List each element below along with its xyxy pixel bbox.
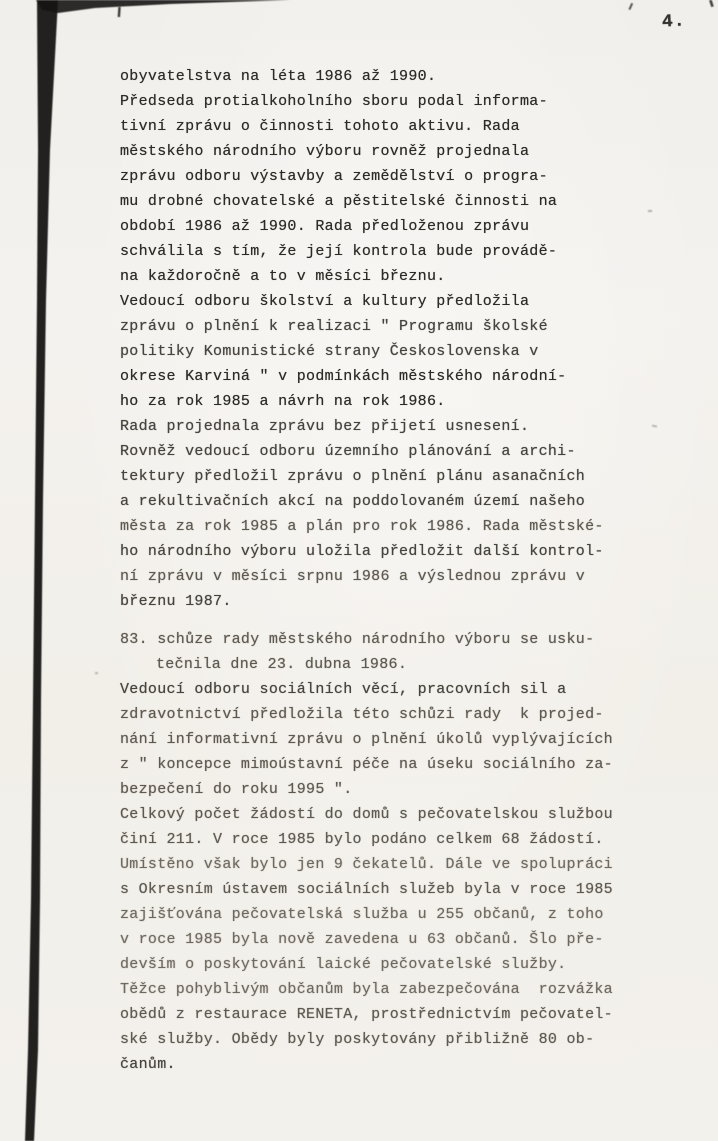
page-number: 4. xyxy=(661,11,687,33)
text-line: Rovněž vedoucí odboru územního plánování a archi- xyxy=(120,443,576,460)
top-edge-wedge xyxy=(36,0,290,13)
text-line: Vedoucí odboru sociálních věcí, pracovních sil a xyxy=(120,681,567,698)
text-line: březnu 1987. xyxy=(120,593,232,610)
text-line: zdravotnictví předložila této schůzi rady k projed- xyxy=(120,706,604,723)
text-line: politiky Komunistické strany Československa v xyxy=(120,343,539,360)
text-line: 83. schůze rady městského národního výboru se usku- xyxy=(120,631,595,648)
text-line: Předseda protialkoholního sboru podal informa- xyxy=(120,93,548,110)
text-line: ské služby. Obědy byly poskytovány přibližně 80 ob- xyxy=(120,1031,595,1048)
text-line: zprávu o plnění k realizaci " Programu školské xyxy=(120,318,548,335)
text-line: Umístěno však bylo jen 9 čekatelů. Dále ve spolupráci xyxy=(120,856,613,873)
text-line: města za rok 1985 a plán pro rok 1986. Rada městské- xyxy=(120,518,604,535)
text-line: okrese Karviná " v podmínkách městského národní- xyxy=(120,368,567,385)
text-line: devším o poskytování laické pečovatelské služby. xyxy=(120,956,567,973)
text-line: z " koncepce mimoústavní péče na úseku sociálního za- xyxy=(120,756,613,773)
text-line: ho za rok 1985 a návrh na rok 1986. xyxy=(120,393,446,410)
text-line: Rada projednala zprávu bez přijetí usnesení. xyxy=(120,418,530,435)
text-line: Těžce pohyblivým občanům byla zabezpečována rozvážka xyxy=(120,981,613,998)
text-line: zprávu odboru výstavby a zemědělství o progra- xyxy=(120,168,548,185)
text-line: čanům. xyxy=(120,1056,176,1073)
text-line: obědů z restaurace RENETA, prostřednictvím pečovatel- xyxy=(120,1006,613,1023)
text-line: v roce 1985 byla nově zavedena u 63 občanů. Šlo pře- xyxy=(120,931,604,948)
text-line: ho národního výboru uložila předložit další kontrol- xyxy=(120,543,604,560)
text-line: nání informativní zprávu o plnění úkolů vyplývajících xyxy=(120,731,613,748)
text-line: tektury předložil zprávu o plnění plánu asanačních xyxy=(120,468,586,485)
text-line: Vedoucí odboru školství a kultury předložila xyxy=(120,293,530,310)
text-line: na každoročně a to v měsíci březnu. xyxy=(120,268,446,285)
text-line: období 1986 až 1990. Rada předloženou zprávu xyxy=(120,218,530,235)
text-line: a rekultivačních akcí na poddolovaném území našeho xyxy=(120,493,586,510)
text-line: tivní zprávu o činnosti tohoto aktivu. Rada xyxy=(120,118,520,135)
text-line: Celkový počet žádostí do domů s pečovatelskou službou xyxy=(120,806,613,823)
text-line: městského národního výboru rovněž projednala xyxy=(120,143,530,160)
text-lines xyxy=(120,64,660,1077)
text-line: ní zprávu v měsíci srpnu 1986 a výslednou zprávu v xyxy=(120,568,586,585)
text-line: zajišťována pečovatelská služba u 255 občanů, z toho xyxy=(120,906,604,923)
text-line: činí 211. V roce 1985 bylo podáno celkem 68 žádostí. xyxy=(120,831,604,848)
text-line: bezpečení do roku 1995 ". xyxy=(120,781,353,798)
text-line: schválila s tím, že její kontrola bude provádě- xyxy=(120,243,558,260)
text-line: tečnila dne 23. dubna 1986. xyxy=(156,656,408,673)
text-line: mu drobné chovatelské a pěstitelské činnosti na xyxy=(120,193,558,210)
text-line: s Okresním ústavem sociálních služeb byla v roce 1985 xyxy=(120,881,613,898)
left-binding-band xyxy=(25,0,58,1141)
text-line: obyvatelstva na léta 1986 až 1990. xyxy=(120,68,437,85)
